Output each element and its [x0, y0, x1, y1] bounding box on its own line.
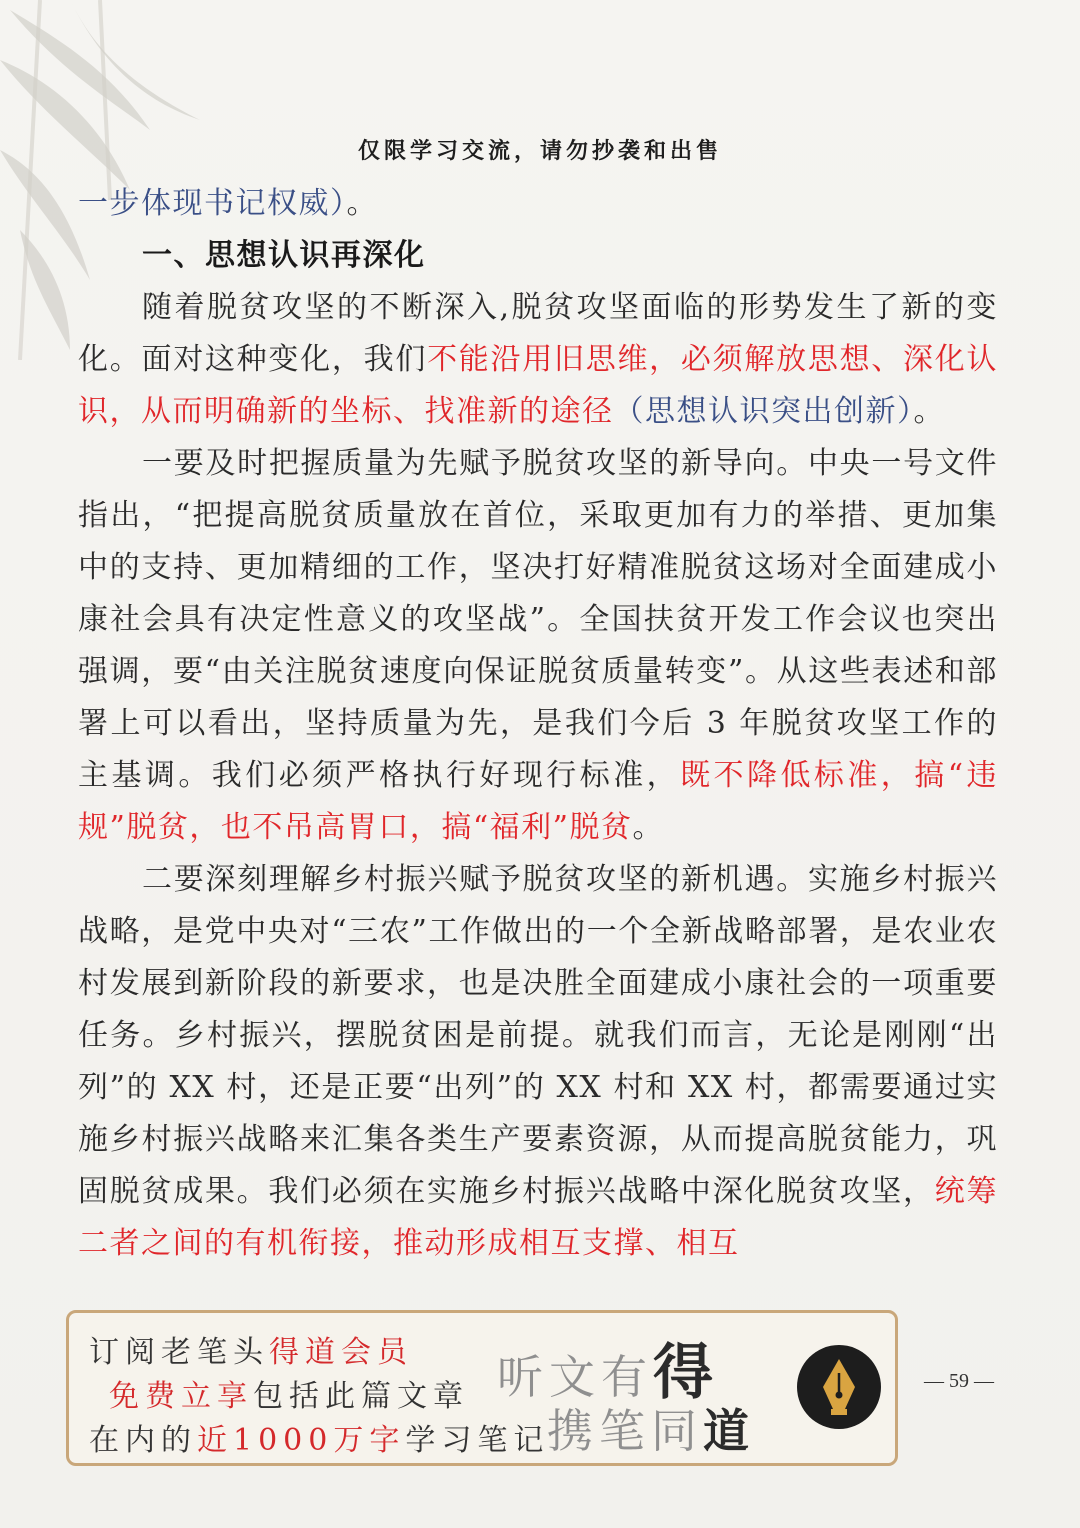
body-text-run: 。: [913, 394, 945, 429]
note-blue-text: （思想认识突出创新）: [613, 394, 914, 429]
highlight-red-text: 统筹二者之间的有机衔接，推动形成相互支撑、相互: [78, 1174, 999, 1261]
paragraph: [78, 438, 998, 854]
body-text-run: 。: [632, 810, 665, 845]
page-number: — 59 —: [924, 1370, 994, 1392]
article-body: [78, 178, 998, 1270]
promo-banner[interactable]: [66, 1310, 898, 1466]
highlight-red-text: 既不降低标准，搞“违规”脱贫，也不吊高胃口，搞“福利”脱贫: [78, 758, 998, 845]
paragraph: [78, 282, 998, 438]
body-text-run: 一要及时把握质量为先赋予脱贫攻坚的新导向。中央一号文件指出，“把提高脱贫质量放在首位，采取更加有力的举措、更加集中的支持、更加精细的工作，坚决打好精准脱贫这场对全面建成小康社会具有决定性意义的攻坚战”。全国扶贫开发工作会议也突出强调，要“由关注脱贫速度向保证脱贫质量转变”。从这些表述和部署上可以看出，坚持质量为先，是我们今后 3 年脱贫攻坚工作的主基调。我们必须严格执行好现行标准，: [78, 446, 998, 793]
banner-line-3: [89, 1415, 549, 1459]
body-text-run: 一、思想认识再深化: [142, 238, 426, 273]
body-text-run: 随着脱贫攻坚的不断深入,脱贫攻坚面临的形势发生了新的变化。面对这种变化，我们: [78, 290, 998, 377]
paragraph: [78, 854, 998, 1270]
slogan-emphasis: 道: [703, 1404, 755, 1458]
banner-highlight: 立享: [181, 1379, 253, 1414]
banner-line-2: [109, 1371, 469, 1415]
note-blue-text: 一步体现书记权威）: [78, 186, 347, 221]
banner-text: 包括此篇文章: [253, 1379, 469, 1414]
banner-highlight: 免费: [109, 1379, 181, 1414]
banner-slogan-2: [547, 1395, 755, 1461]
slogan-text: 听文有: [497, 1350, 653, 1404]
body-text-run: 。: [346, 186, 378, 221]
slogan-emphasis: 得: [653, 1338, 719, 1408]
header-note: 仅限学习交流，请勿抄袭和出售: [357, 138, 722, 164]
fountain-pen-nib-icon: [795, 1343, 883, 1431]
section-heading: [78, 230, 998, 282]
slogan-text: 携笔同: [547, 1404, 703, 1458]
paragraph: [78, 178, 998, 230]
banner-highlight: 近1000万字: [197, 1423, 406, 1458]
banner-highlight: 得道会员: [269, 1335, 413, 1370]
banner-line-1: [89, 1327, 413, 1371]
banner-text: 在内的: [89, 1423, 197, 1458]
banner-text: 学习笔记: [405, 1423, 550, 1458]
highlight-red-text: 不能沿用旧思维，必须解放思想、深化认识，从而明确新的坐标、找准新的途径: [78, 342, 999, 429]
banner-text: 订阅老笔头: [89, 1335, 269, 1370]
body-text-run: 二要深刻理解乡村振兴赋予脱贫攻坚的新机遇。实施乡村振兴战略，是党中央对“三农”工作做出的一个全新战略部署，是农业农村发展到新阶段的新要求，也是决胜全面建成小康社会的一项重要任务。乡村振兴，摆脱贫困是前提。就我们而言，无论是刚刚“出列”的 XX 村，还是正要“出列”的 XX 村和 XX 村，都需要通过实施乡村振兴战略来汇集各类生产要素资源，从而提高脱贫能力，巩固脱贫成果。我们必须在实施乡村振兴战略中深化脱贫攻坚，: [78, 862, 998, 1209]
